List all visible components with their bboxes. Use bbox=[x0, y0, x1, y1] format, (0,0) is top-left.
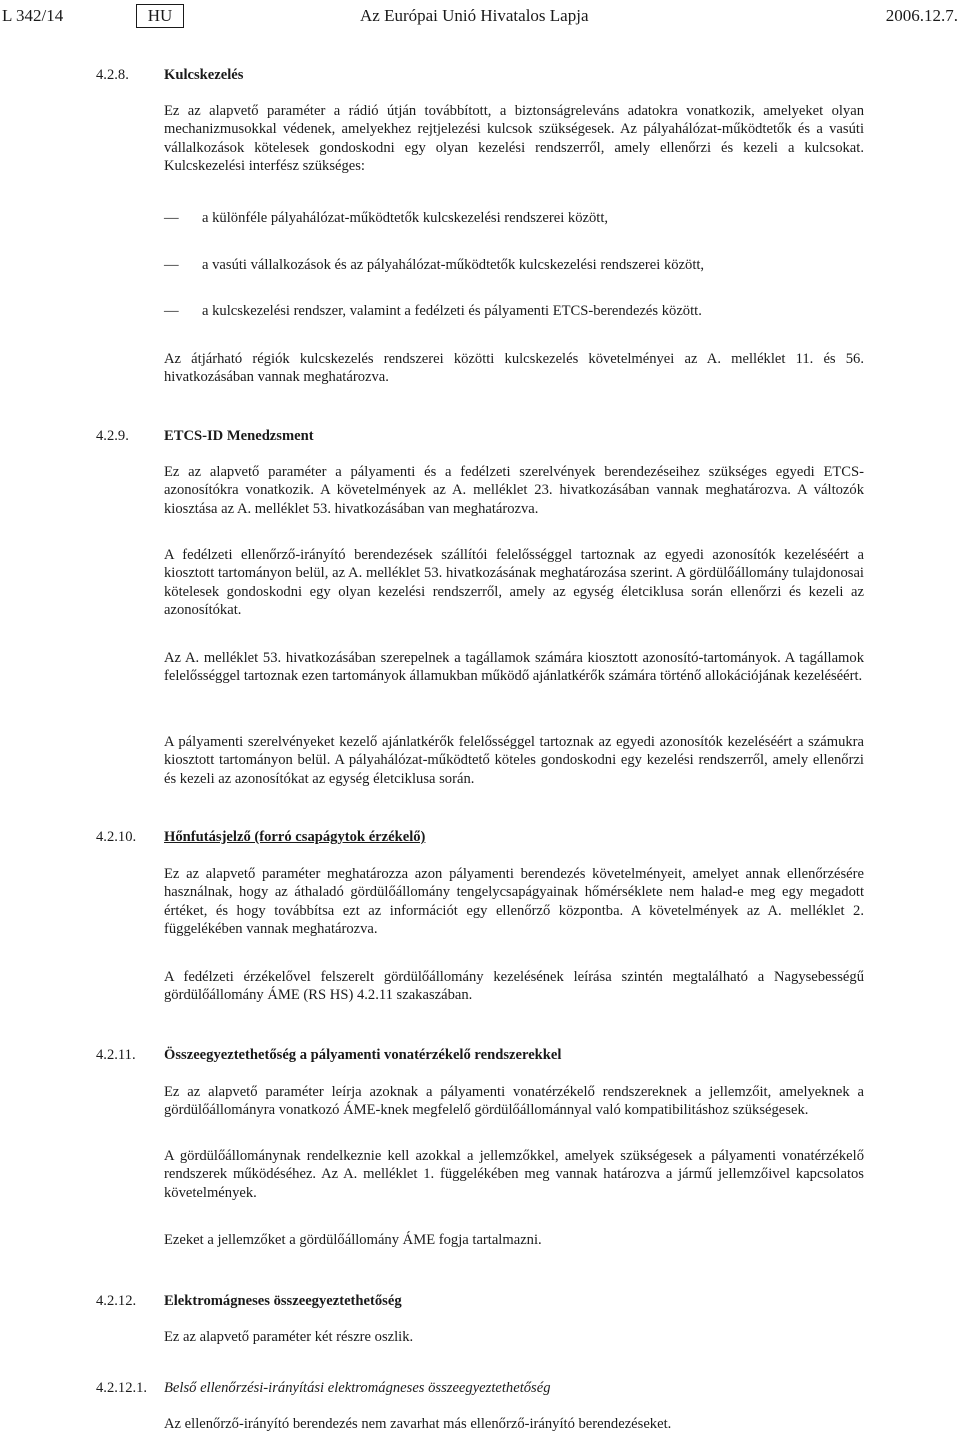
paragraph: A pályamenti szerelvényeket kezelő ajánlatkérők felelősséggel tartoznak az egyedi azonosítók kezeléséért a számukra kiosztott tartományon belül. A pályahálózat-működtető köteles gondoskodni egy kezelési rendszerről, amely ellenőrzi és kezeli az azonosítókat az egység életciklusa során. bbox=[164, 734, 864, 787]
publication-date: 2006.12.7. bbox=[885, 6, 958, 25]
section-heading-4210 bbox=[96, 828, 896, 848]
section-title: Összeegyeztethetőség a pályamenti vonatérzékelő rendszerekkel bbox=[164, 1047, 562, 1063]
paragraph: A fedélzeti érzékelővel felszerelt gördülőállomány kezelésének leírása szintén megtalálható a Nagysebességű gördülőállomány ÁME (RS HS) 4.2.11 szakaszában. bbox=[164, 969, 864, 1004]
section-title: Hőnfutásjelző (forró csapágytok érzékelő) bbox=[164, 829, 426, 845]
paragraph: Ez az alapvető paraméter a rádió útján továbbított, a biztonságreleváns adatokra vonatkozik, amelyeket olyan mechanizmusokkal védenek, amelyekhez rejtjelezési kulcsok szükségesek. Az pályahálózat-működtetők és a vasúti vállalkozások kötelesek gondoskodni egy olyan kezelési rendszerről, amely ellenőrzi és kezeli a kulcsokat. Kulcskezelési interfész szükséges: bbox=[164, 103, 864, 175]
paragraph: A fedélzeti ellenőrző-irányító berendezések szállítói felelősséggel tartoznak az egyedi azonosítók kezeléséért a kiosztott tartományon belül, az A. melléklet 53. hivatkozásának meghatározása szerint. A gördülőállomány tulajdonosai kötelesek gondoskodni egy olyan kezelési rendszerről, amely az egység életciklusa során ellenőrzi és kezeli az azonosítókat. bbox=[164, 547, 864, 619]
paragraph: Az A. melléklet 53. hivatkozásában szerepelnek a tagállamok számára kiosztott azonosító-tartományok. A tagállamok felelősséggel tartoznak ezen tartományok államukban működő ajánlatkérők számára történő allokációjának kezeléséért. bbox=[164, 650, 864, 685]
section-title: Belső ellenőrzési-irányítási elektromágneses összeegyeztethetőség bbox=[164, 1380, 551, 1396]
paragraph: Az ellenőrző-irányító berendezés nem zavarhat más ellenőrző-irányító berendezéseket. bbox=[164, 1416, 672, 1432]
paragraph: Ez az alapvető paraméter meghatározza azon pályamenti berendezés követelményeit, amelyet annak ellenőrzésére használnak, hogy az áthaladó gördülőállomány tengelycsapágyainak hőmérséklete nem halad-e meg egy megadott értéket, és hogy továbbítsa ezt az információt egy ellenőrző központba. A követelmények az A. melléklet 2. függelékében vannak meghatározva. bbox=[164, 866, 864, 938]
paragraph: Az átjárható régiók kulcskezelés rendszerei közötti kulcskezelés követelményei az A. melléklet 11. és 56. hivatkozásában vannak meghatározva. bbox=[164, 351, 864, 386]
journal-title: Az Európai Unió Hivatalos Lapja bbox=[360, 6, 589, 25]
paragraph: Ezeket a jellemzőket a gördülőállomány ÁME fogja tartalmazni. bbox=[164, 1232, 542, 1248]
paragraph: A gördülőállománynak rendelkeznie kell azokkal a jellemzőkkel, amelyek szükségesek a pályamenti vonatérzékelő rendszerek működéséhez. Az A. melléklet 1. függelékében meg vannak határozva a jármű jellemzőivel kapcsolatos követelmények. bbox=[164, 1148, 864, 1201]
section-heading-428 bbox=[96, 66, 896, 86]
section-number: 4.2.11. bbox=[96, 1047, 136, 1063]
section-heading-4212 bbox=[96, 1292, 896, 1312]
list-item-text: a kulcskezelési rendszer, valamint a fedélzeti és pályamenti ETCS-berendezés között. bbox=[202, 303, 702, 319]
section-title: Kulcskezelés bbox=[164, 67, 244, 83]
paragraph: Ez az alapvető paraméter két részre oszlik. bbox=[164, 1329, 414, 1345]
section-number: 4.2.9. bbox=[96, 428, 129, 444]
section-title: ETCS-ID Menedzsment bbox=[164, 428, 314, 444]
language-box: HU bbox=[136, 4, 184, 28]
section-heading-42121 bbox=[96, 1379, 896, 1399]
section-number: 4.2.12. bbox=[96, 1293, 137, 1309]
paragraph: Ez az alapvető paraméter leírja azoknak a pályamenti vonatérzékelő rendszereknek a jellemzőit, amelyeknek a gördülőállományra vonatkozó ÁME-knek megfelelő gördülőállománnyal való kompatibilitáshoz szükségesek. bbox=[164, 1084, 864, 1119]
page-reference: L 342/14 bbox=[2, 6, 64, 25]
section-number: 4.2.12.1. bbox=[96, 1380, 148, 1396]
page-header bbox=[0, 4, 960, 30]
dash-marker: — bbox=[164, 303, 179, 319]
section-number: 4.2.8. bbox=[96, 67, 129, 83]
list-item-text: a vasúti vállalkozások és az pályahálózat-működtetők kulcskezelési rendszerei között, bbox=[202, 257, 705, 273]
paragraph: Ez az alapvető paraméter a pályamenti és a fedélzeti szerelvények berendezéseihez szükséges egyedi ETCS-azonosítókra vonatkozik. A követelmények az A. melléklet 23. hivatkozásában vannak meghatározva. A változók kiosztása az A. melléklet 53. hivatkozásában van meghatározva. bbox=[164, 464, 864, 517]
dash-marker: — bbox=[164, 210, 179, 226]
section-heading-4211 bbox=[96, 1046, 896, 1066]
dash-marker: — bbox=[164, 257, 179, 273]
section-number: 4.2.10. bbox=[96, 829, 137, 845]
list-item-text: a különféle pályahálózat-működtetők kulcskezelési rendszerei között, bbox=[202, 210, 609, 226]
section-heading-429 bbox=[96, 427, 896, 447]
section-title: Elektromágneses összeegyeztethetőség bbox=[164, 1293, 402, 1309]
